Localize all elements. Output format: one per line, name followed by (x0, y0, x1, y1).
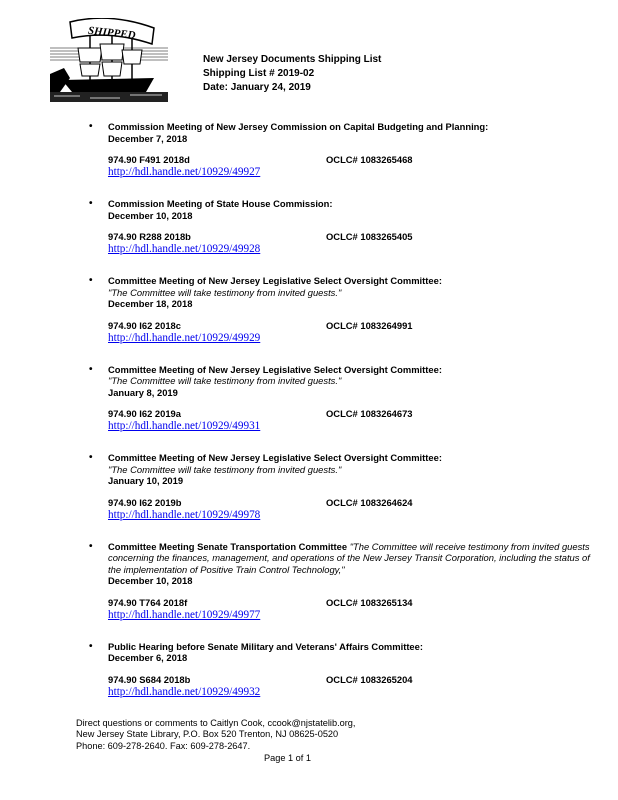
entry-note: "The Committee will take testimony from invited guests." (108, 286, 342, 298)
entry-note: "The Committee will receive testimony from invited guests concerning the finances, management, and operations of the New Jersey Transit Corporation, including the status of the implementation of Positive Train Control Technology," (108, 540, 590, 575)
address-line: New Jersey State Library, P.O. Box 520 Trenton, NJ 08625-0520 (76, 729, 339, 740)
entry-date: December 6, 2018 (108, 652, 188, 663)
bullet-icon: • (89, 198, 93, 209)
bullet-icon: • (89, 121, 93, 132)
handle-link[interactable]: http://hdl.handle.net/10929/49931 (108, 420, 261, 432)
phone-line: Phone: 609-278-2640. Fax: 609-278-2647. (76, 740, 251, 751)
bullet-icon: • (89, 452, 93, 463)
page-number: Page 1 of 1 (264, 753, 311, 763)
list-item (89, 275, 592, 345)
call-number: 974.90 I62 2018c (108, 319, 181, 331)
call-number: 974.90 S684 2018b (108, 673, 191, 685)
contact-footer (76, 718, 355, 752)
shipping-list-number: Shipping List # 2019-02 (203, 68, 315, 79)
call-number: 974.90 T764 2018f (108, 596, 188, 608)
call-number: 974.90 F491 2018d (108, 154, 190, 165)
entry-title: Committee Meeting of New Jersey Legislative Select Oversight Committee: (108, 275, 442, 286)
oclc-number: OCLC# 1083265134 (326, 596, 413, 608)
handle-link[interactable]: http://hdl.handle.net/10929/49928 (108, 243, 261, 255)
document-header (203, 53, 381, 95)
list-item (89, 363, 592, 434)
oclc-number: OCLC# 1083264673 (326, 408, 413, 419)
bullet-icon: • (89, 363, 93, 375)
entry-note: "The Committee will take testimony from invited guests." (108, 375, 342, 386)
entry-title: Committee Meeting of New Jersey Legislative Select Oversight Committee: (108, 363, 442, 375)
shipped-logo (50, 18, 168, 102)
contact-line: Direct questions or comments to Caitlyn Cook, ccook@njstatelib.org, (76, 718, 356, 728)
oclc-number: OCLC# 1083265204 (326, 673, 413, 685)
entry-date: December 18, 2018 (108, 298, 193, 309)
entry-title: Commission Meeting of State House Commission: (108, 198, 333, 209)
list-item (89, 540, 592, 622)
handle-link[interactable]: http://hdl.handle.net/10929/49927 (108, 166, 261, 178)
handle-link[interactable]: http://hdl.handle.net/10929/49977 (108, 608, 261, 621)
ship-icon (50, 18, 168, 102)
call-number: 974.90 R288 2018b (108, 231, 191, 242)
document-title: New Jersey Documents Shipping List (203, 54, 382, 65)
logo-text: SHIPPED (87, 24, 137, 42)
handle-link[interactable]: http://hdl.handle.net/10929/49978 (108, 508, 261, 521)
bullet-icon: • (89, 275, 93, 286)
list-item (89, 121, 592, 179)
shipping-list (89, 121, 592, 718)
entry-date: January 10, 2019 (108, 475, 184, 486)
entry-title: Public Hearing before Senate Military and Veterans' Affairs Committee: (108, 640, 423, 652)
call-number: 974.90 I62 2019b (108, 496, 182, 508)
oclc-number: OCLC# 1083264624 (326, 496, 413, 508)
entry-title: Commission Meeting of New Jersey Commission on Capital Budgeting and Planning: (108, 121, 489, 132)
entry-note: "The Committee will take testimony from invited guests." (108, 463, 342, 475)
document-date: Date: January 24, 2019 (203, 82, 311, 93)
entry-date: December 10, 2018 (108, 209, 193, 221)
entry-date: December 7, 2018 (108, 132, 188, 144)
entry-title: Committee Meeting Senate Transportation Committee (108, 540, 348, 552)
list-item (89, 640, 592, 699)
entry-date: January 8, 2019 (108, 386, 178, 398)
handle-link[interactable]: http://hdl.handle.net/10929/49929 (108, 331, 261, 344)
oclc-number: OCLC# 1083265468 (326, 154, 413, 165)
entry-title: Committee Meeting of New Jersey Legislative Select Oversight Committee: (108, 452, 442, 463)
handle-link[interactable]: http://hdl.handle.net/10929/49932 (108, 685, 261, 698)
oclc-number: OCLC# 1083265405 (326, 231, 413, 242)
list-item (89, 452, 592, 522)
call-number: 974.90 I62 2019a (108, 408, 181, 419)
entry-date: December 10, 2018 (108, 575, 193, 586)
bullet-icon: • (89, 640, 93, 652)
bullet-icon: • (89, 540, 93, 552)
list-item (89, 198, 592, 256)
oclc-number: OCLC# 1083264991 (326, 319, 413, 331)
